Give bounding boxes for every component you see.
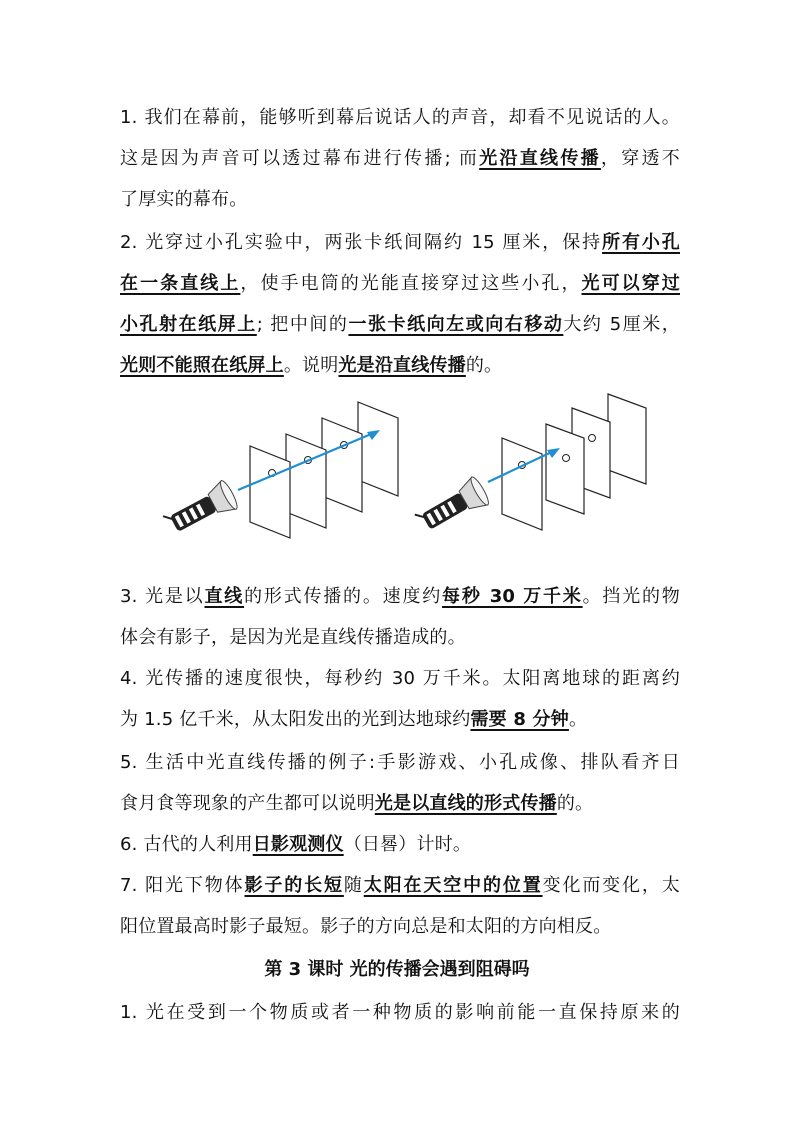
item-1-line-2: 这是因为声音可以透过幕布进行传播; 而光沿直线传播，穿透不 bbox=[120, 148, 680, 169]
key-phrase: 光是以直线的形式传播 bbox=[374, 793, 557, 814]
key-phrase: 太阳在天空中的位置 bbox=[363, 875, 543, 896]
item-7-line-2: 阳位置最高时影子最短。影子的方向总是和太阳的方向相反。 bbox=[120, 916, 612, 937]
item-3-line-1: 3. 光是以直线的形式传播的。速度约每秒 30 万千米。挡光的物 bbox=[120, 586, 680, 607]
section-heading: 第 3 课时 光的传播会遇到阻碍吗 bbox=[264, 959, 530, 980]
key-phrase: 需要 8 分钟 bbox=[470, 709, 569, 730]
item-1-line-3: 了厚实的幕布。 bbox=[120, 189, 248, 210]
item-7-line-1: 7. 阳光下物体影子的长短随太阳在天空中的位置变化而变化，太 bbox=[120, 875, 680, 896]
aligned-cards-diagram bbox=[161, 402, 398, 540]
card bbox=[358, 402, 398, 496]
flashlight-icon bbox=[161, 479, 240, 540]
item-4-line-1: 4. 光传播的速度很快，每秒约 30 万千米。太阳离地球的距离约 bbox=[120, 668, 680, 689]
item-2-line-4: 光则不能照在纸屏上。说明光是沿直线传播的。 bbox=[120, 355, 503, 376]
key-phrase: 光是沿直线传播 bbox=[338, 355, 466, 376]
item-3-line-2: 体会有影子，是因为光是直线传播造成的。 bbox=[120, 627, 466, 648]
shifted-card-diagram bbox=[413, 394, 646, 539]
key-phrase: 每秒 30 万千米 bbox=[442, 586, 583, 607]
pinhole-experiment-figure bbox=[160, 380, 680, 540]
key-phrase: 光沿直线传播 bbox=[479, 148, 601, 169]
item-4-line-2: 为 1.5 亿千米，从太阳发出的光到达地球约需要 8 分钟。 bbox=[120, 709, 588, 730]
flashlight-icon bbox=[413, 475, 491, 539]
item-5-line-2: 食月食等现象的产生都可以说明光是以直线的形式传播的。 bbox=[120, 793, 594, 814]
item-5-line-1: 5. 生活中光直线传播的例子:手影游戏、小孔成像、排队看齐日 bbox=[120, 752, 680, 773]
item-2-line-3: 小孔射在纸屏上; 把中间的一张卡纸向左或向右移动大约 5厘米， bbox=[120, 314, 680, 335]
pinhole bbox=[563, 455, 570, 462]
item-2-line-2: 在一条直线上，使手电筒的光能直接穿过这些小孔，光可以穿过 bbox=[120, 273, 681, 294]
item-1-line-1: 1. 我们在幕前，能够听到幕后说话人的声音，却看不见说话的人。 bbox=[120, 107, 680, 128]
card bbox=[502, 438, 542, 530]
card bbox=[546, 424, 584, 514]
card bbox=[286, 434, 326, 528]
key-phrase: 光则不能照在纸屏上 bbox=[120, 355, 284, 376]
card bbox=[608, 394, 646, 484]
item-6-line-1: 6. 古代的人利用日影观测仪（日晷）计时。 bbox=[120, 834, 472, 855]
key-phrase: 小孔射在纸屏上 bbox=[120, 314, 257, 335]
key-phrase: 日影观测仪 bbox=[252, 834, 344, 855]
key-phrase: 直线 bbox=[204, 586, 245, 607]
key-phrase: 光可以穿过 bbox=[581, 273, 681, 294]
item-2-line-1: 2. 光穿过小孔实验中，两张卡纸间隔约 15 厘米，保持所有小孔 bbox=[120, 232, 680, 253]
card bbox=[250, 446, 290, 538]
next-section-line-1: 1. 光在受到一个物质或者一种物质的影响前能一直保持原来的 bbox=[120, 1002, 680, 1023]
key-phrase: 在一条直线上 bbox=[120, 273, 241, 294]
key-phrase: 一张卡纸向左或向右移动 bbox=[348, 314, 564, 335]
card bbox=[322, 418, 362, 512]
key-phrase: 影子的长短 bbox=[244, 875, 344, 896]
key-phrase: 所有小孔 bbox=[602, 232, 680, 253]
pinhole bbox=[589, 435, 596, 442]
